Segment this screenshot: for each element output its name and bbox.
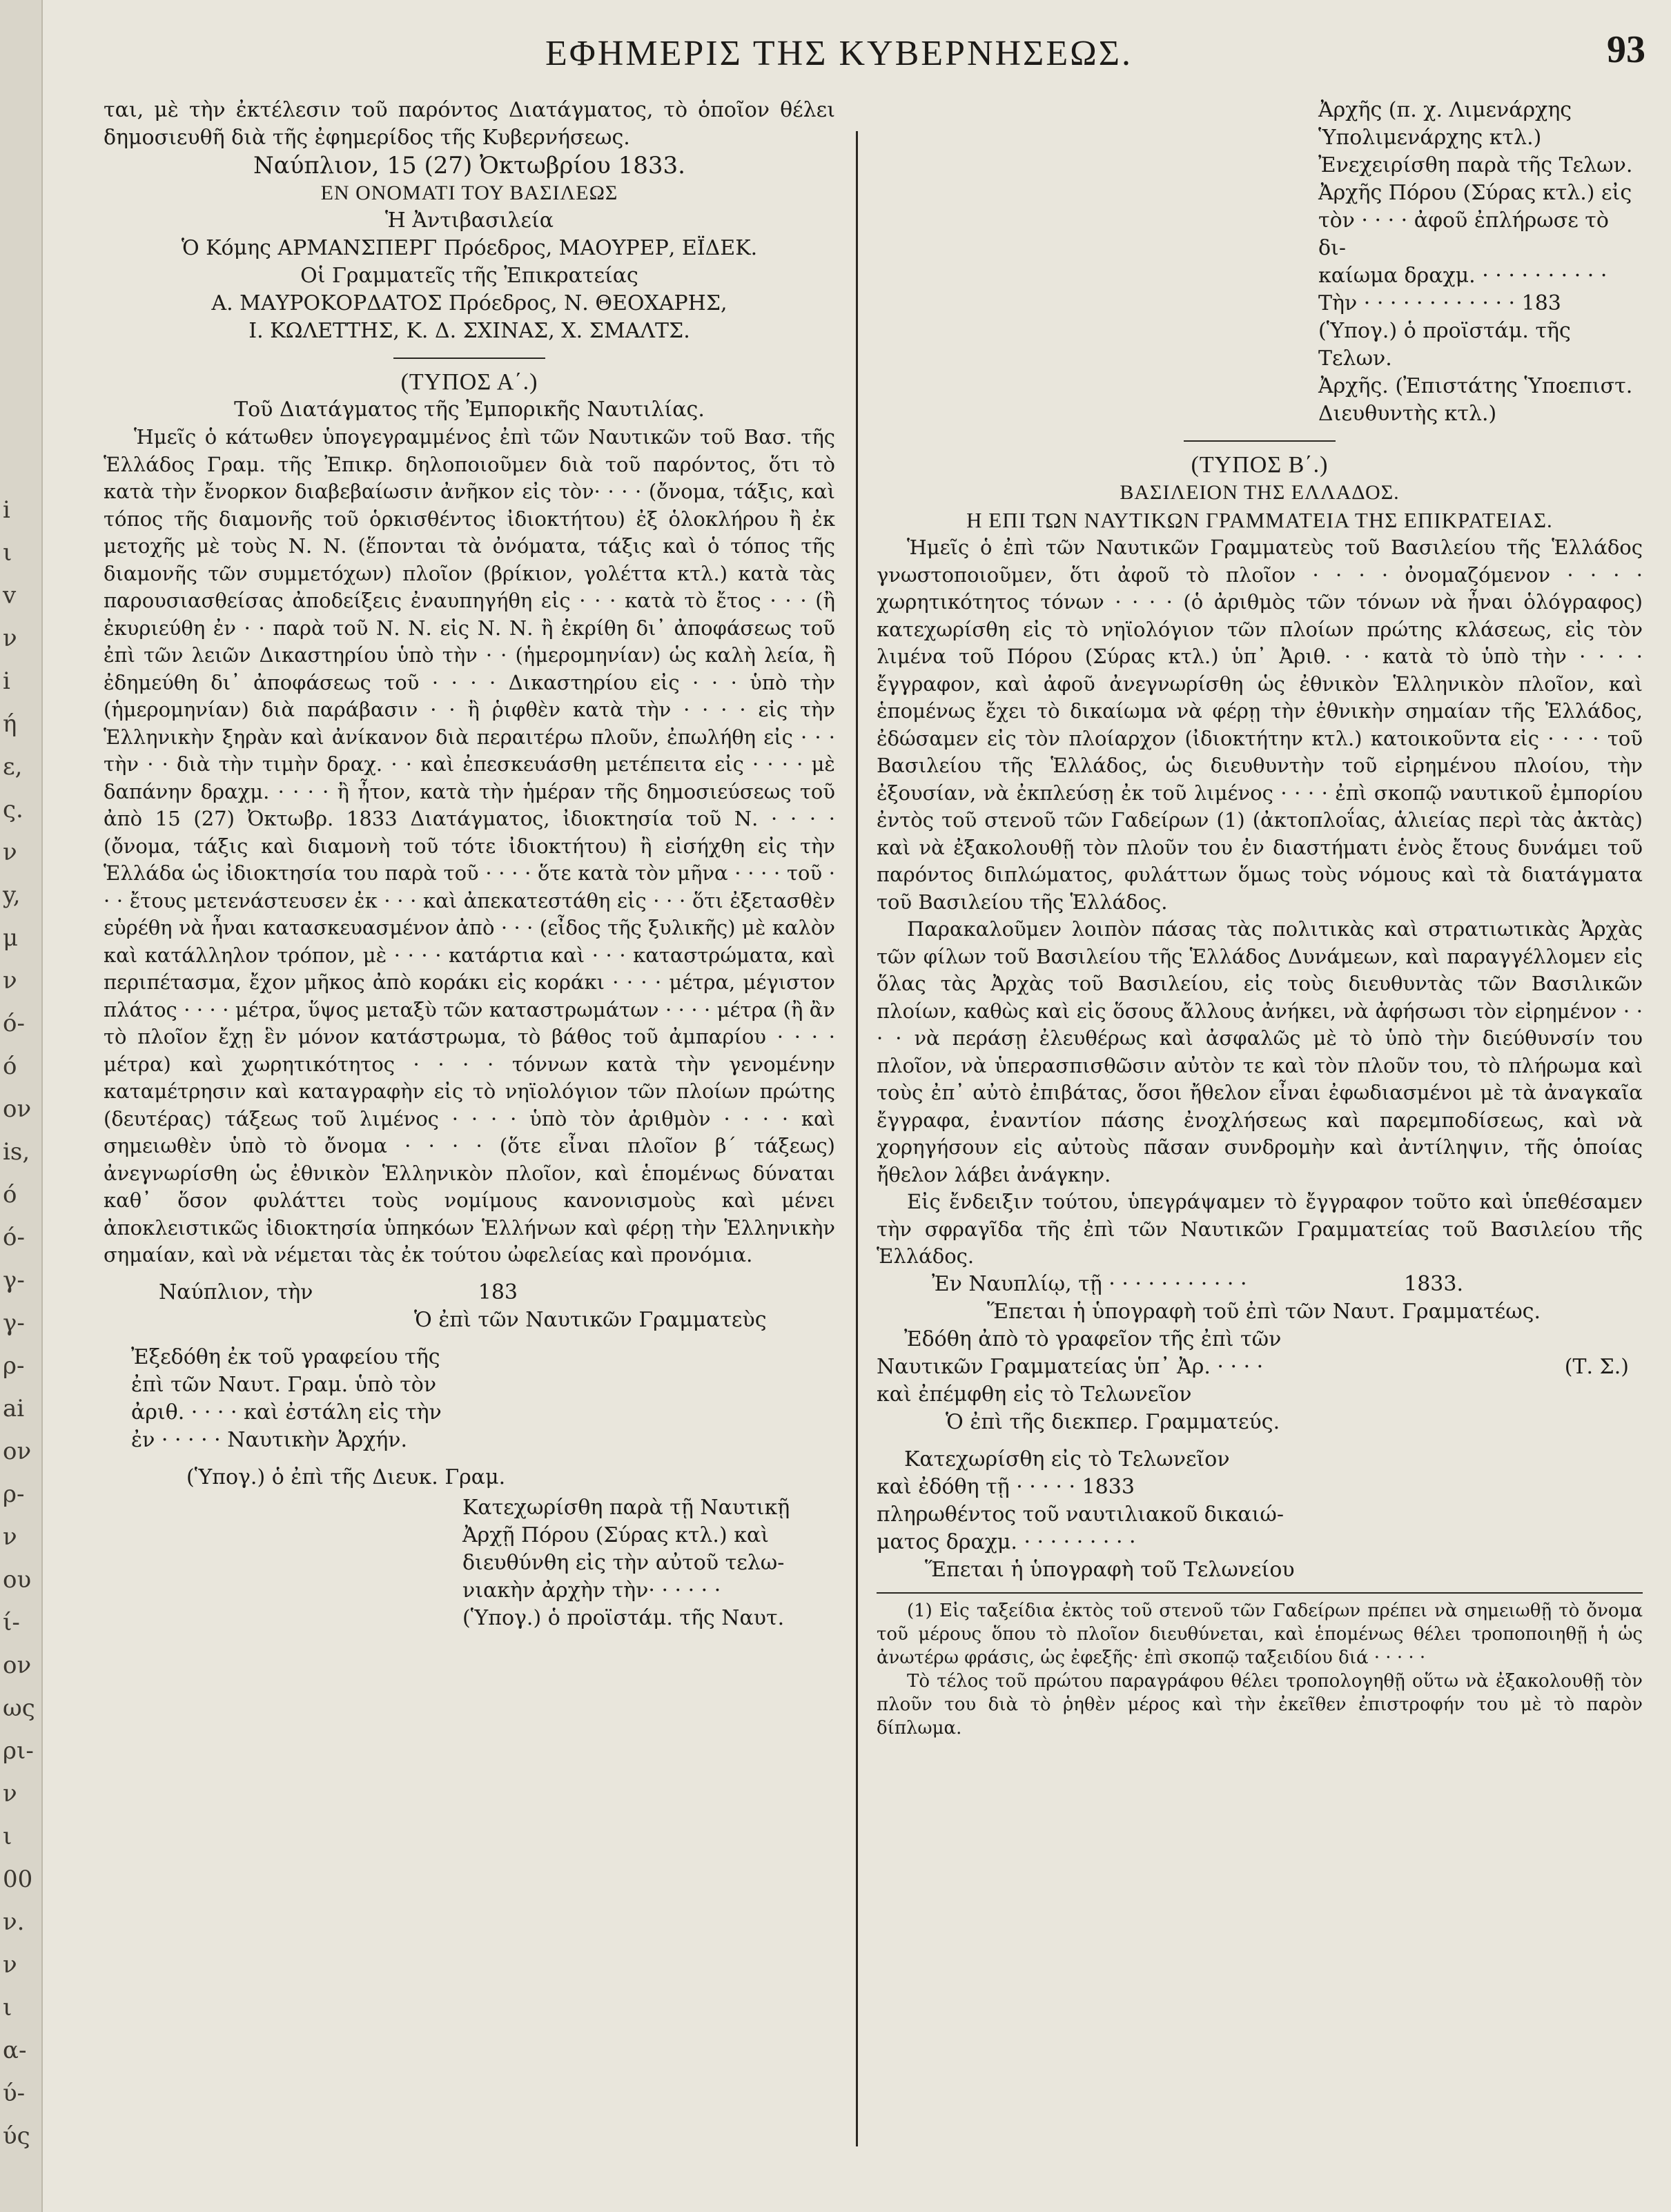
place-date: Ναύπλιον, 15 (27) Ὀκτωβρίου 1833.	[253, 152, 685, 179]
registration-line-2: Ἀρχῇ Πόρου (Σύρας κτλ.) καὶ	[462, 1523, 769, 1547]
issued-line-4: ἐν · · · · · Ναυτικὴν Ἀρχήν.	[131, 1427, 408, 1452]
edge-fragment: ρ-	[3, 1352, 25, 1380]
issued-line-3: καὶ ἐπέμφθη εἰς τὸ Τελωνεῖον	[877, 1382, 1192, 1407]
secretaries-title: Οἱ Γραμματεῖς τῆς Ἐπικρατείας	[300, 264, 638, 288]
newspaper-page	[104, 21, 1650, 2195]
type-b-paragraph-3: Εἰς ἔνδειξιν τούτου, ὑπεγράψαμεν τὸ ἔγγραφον τοῦτο καὶ ὑπεθέσαμεν τὴν σφραγῖδα τῆς ἐπὶ τῶν Ναυτικῶν Γραμματείας τοῦ Βασιλείου τῆς Ἑλλάδος.	[877, 1190, 1643, 1268]
edge-fragment: ε,	[3, 753, 23, 781]
edge-fragment: ι	[3, 1994, 12, 2022]
customs-line-5: Ἕπεται ἡ ὑπογραφὴ τοῦ Τελωνείου	[925, 1557, 1295, 1582]
issued-line-2: Ναυτικῶν Γραμματείας ὑπ᾽ Ἀρ. · · · ·	[877, 1354, 1264, 1379]
edge-fragment: ύ-	[3, 2079, 26, 2107]
edge-fragment: ι	[3, 1823, 12, 1850]
issued-line-3: ἀριθ. · · · · καὶ ἐστάλη εἰς τὴν	[131, 1400, 442, 1425]
section-divider	[393, 358, 545, 359]
edge-fragment: ς.	[3, 796, 23, 823]
director-title: Ὁ ἐπὶ τῆς διεκπερ. Γραμματεύς.	[946, 1409, 1280, 1434]
registration-line-3: διευθύνθη εἰς τὴν αὐτοῦ τελω-	[462, 1550, 785, 1575]
right-column	[877, 97, 1643, 1740]
continuation-line-3: Ἀρχῆς Πόρου (Σύρας κτλ.) εἰς	[1318, 181, 1632, 205]
registration-block	[462, 1494, 835, 1632]
continuation-line-8: Ἀρχῆς. (Ἐπιστάτης Ὑποεπιστ.	[1318, 374, 1633, 398]
customs-line-1: Κατεχωρίσθη εἰς τὸ Τελωνεῖον	[904, 1447, 1230, 1471]
page-number: 93	[1607, 28, 1645, 71]
footnote-2: Τὸ τέλος τοῦ πρώτου παραγράφου θέλει τροπολογηθῇ οὕτω νὰ ἐξακολουθῇ τὸν πλοῦν του διὰ τὸ ῥηθὲν μέρος καὶ τὴν ἐκεῖθεν ἐπιστροφήν του μὲ τὸ παρὸν δίπλωμα.	[877, 1670, 1643, 1739]
edge-fragment: ή	[3, 710, 17, 738]
customs-line-3: πληρωθέντος τοῦ ναυτιλιακοῦ δικαιώ-	[877, 1502, 1284, 1527]
edge-fragment: is,	[3, 1138, 30, 1166]
edge-fragment: i	[3, 667, 10, 695]
edge-fragment: ν	[3, 967, 17, 995]
edge-fragment: ν	[3, 625, 17, 652]
in-name-heading: ΕΝ ΟΝΟΜΑΤΙ ΤΟΥ ΒΑΣΙΛΕΩΣ	[320, 182, 618, 204]
date-row	[877, 1271, 1643, 1298]
type-b-paragraph-1: Ἡμεῖς ὁ ἐπὶ τῶν Ναυτικῶν Γραμματεὺς τοῦ Βασιλείου τῆς Ἑλλάδος γνωστοποιοῦμεν, ὅτι ἀφοῦ τὸ πλοῖον · · · · ὀνομαζόμενον · · · · χωρητικότητος τόνων · · · · (ὁ ἀριθμὸς τῶν τόνων νὰ ἦναι ὁλόγραφος) κατεχωρίσθη εἰς τὸ νηϊολόγιον τῶν πλοίων πρώτης κλάσεως, εἰς τὸν λιμένα τοῦ Πόρου (Σύρας κτλ.) ὑπ᾽ Ἀριθ. · · κατὰ τὸ ὑπὸ τὴν · · · · ἔγγραφον, καὶ ἀφοῦ ἀνεγνωρίσθη ὡς ἐθνικὸν Ἑλληνικὸν πλοῖον, καὶ ἑπομένως ἔχει τὸ δικαίωμα νὰ φέρῃ τὴν ἐθνικὴν σημαίαν τῆς Ἑλλάδος, ἐδώσαμεν εἰς τὸν πλοίαρχον (ἰδιοκτήτην κτλ.) κατοικοῦντα εἰς · · · · τοῦ Βασιλείου τῆς Ἑλλάδος, ὡς διευθυντὴν τοῦ εἰρημένου πλοίου, τὴν ἐξουσίαν, νὰ ἐκπλεύσῃ ἐκ τοῦ λιμένος · · · · ἐπὶ σκοπῷ ναυτικοῦ ἐμπορίου ἐντὸς τοῦ στενοῦ τῶν Γαδείρων (1) (ἀκτοπλοΐας, ἁλιείας περὶ τὰς ἀκτὰς) καὶ νὰ ἐξακολουθῇ τὸν πλοῦν του ἐν διαστήματι ἑνὸς ἔτους δυνάμει τοῦ παρόντος διπλώματος, φυλάττων ὅμως τοὺς νόμους καὶ τὰ διατάγματα τοῦ Βασιλείου τῆς Ἑλλάδος.	[877, 536, 1643, 914]
edge-fragment: ό	[3, 1053, 17, 1080]
running-head	[104, 28, 1650, 83]
continuation-line-1: Ἀρχῆς (π. χ. Λιμενάρχης Ὑπολιμενάρχης κτλ.)	[1318, 98, 1572, 150]
type-a-body: Ἡμεῖς ὁ κάτωθεν ὑπογεγραμμένος ἐπὶ τῶν Ναυτικῶν τοῦ Βασ. τῆς Ἑλλάδος Γραμ. τῆς Ἐπικρ. δηλοποιοῦμεν διὰ τοῦ παρόντος, ὅτι τὸ κατὰ τὴν ἔνορκον διαβεβαίωσιν ἀνῆκον εἰς τὸν· · · · (ὄνομα, τάξις, καὶ τόπος τῆς διαμονῆς τοῦ ὁρκισθέντος ἰδιοκτήτου) ἐξ ὁλοκλήρου ἢ ἐκ μετοχῆς μὲ τοὺς Ν. Ν. (ἕπονται τὰ ὀνόματα, τάξις καὶ ὁ τόπος τῆς διαμονῆς τῶν συμμετόχων) πλοῖον (βρίκιον, γολέττα κτλ.) κατὰ τὰς παρουσιασθείσας ἀποδείξεις ἐναυπηγήθη εἰς · · · κατὰ τὸ ἔτος · · · (ἢ ἐκυριεύθη ἐν · · παρὰ τοῦ Ν. Ν. εἰς Ν. Ν. ἢ ἐκρίθη δι᾽ ἀποφάσεως τοῦ ἐπὶ τῶν λειῶν Δικαστηρίου ὑπὸ τὴν · · (ἡμερομηνίαν) ὡς καλὴ λεία, ἢ ἐδημεύθη δι᾽ ἀποφάσεως τοῦ · · · · Δικαστηρίου εἰς · · · ὑπὸ τὴν (ἡμερομηνίαν) διὰ παράβασιν · · ἢ ῥιφθὲν κατὰ τὴν · · · · εἰς τὴν Ἑλληνικὴν ξηρὰν καὶ ἀνίκανον διὰ περαιτέρω πλοῦν, ἐπωλήθη εἰς · · · τὴν · · διὰ τὴν τιμὴν δραχ. · · καὶ ἐπεσκευάσθη μετέπειτα εἰς · · · · μὲ δαπάνην δραχμ. · · · · ἢ ἦτον, κατὰ τὴν ἡμέραν τῆς δημοσιεύσεως τοῦ ἀπὸ 15 (27) Ὀκτωβρ. 1833 Διατάγματος, ἰδιοκτησία τοῦ Ν. · · · · (ὄνομα, τάξις καὶ διαμονὴ τοῦ τότε ἰδιοκτήτου) ἢ εἰσήχθη εἰς τὴν Ἑλλάδα ὡς ἰδιοκτησία του παρὰ τοῦ · · · · ὅτε κατὰ τὸν μῆνα · · · · τοῦ · · · ἔτους μετενάστευσεν ἐκ · · · καὶ ἀπεκατεστάθη εἰς · · · ὅτι ἐξετασθὲν εὑρέθη νὰ ἦναι κατασκευασμένον ἀπὸ · · · (εἶδος τῆς ξυλικῆς) μὲ καλὸν καὶ κατάλληλον τρόπον, μὲ · · · · κατάρτια καὶ · · · καταστρώματα, καὶ περιπέτασμα, ἔχον μῆκος ἀπὸ κοράκι εἰς κοράκι · · · · μέτρα, μέγιστον πλάτος · · · · μέτρα, ὕψος μεταξὺ τῶν καταστρωμάτων · · · · μέτρα (ἢ ἂν τὸ πλοῖον ἔχῃ ἓν μόνον κατάστρωμα, τὸ βάθος τοῦ ἀμπαρίου · · · · μέτρα) καὶ χωρητικότητος · · · · τόννων κατὰ τὴν γενομένην καταμέτρησιν καὶ καταγραφὴν εἰς τὸ νηϊολόγιον τῶν πλοίων πρώτης (δευτέρας) τάξεως τοῦ λιμένος · · · · ὑπὸ τὸν ἀριθμὸν · · · · καὶ σημειωθὲν ὑπὸ τὸ ὄνομα · · · · (ὅτε εἶναι πλοῖον β΄ τάξεως) ἀνεγνωρίσθη ὡς ἐθνικὸν Ἑλληνικὸν πλοῖον, καὶ ἑπομένως δύναται καθ᾽ ὅσον φυλάττει τοὺς νομίμους κανονισμοὺς καὶ μένει ἀποκλειστικῶς ἰδιοκτησία ὑπηκόων Ἑλλήνων καὶ φέρῃ τὴν Ἑλληνικὴν σημαίαν, καὶ νὰ νέμεται τὰς ἐκ τούτου ὠφελείας καὶ προνόμια.	[104, 425, 835, 1266]
sign-place: Ναύπλιον, τὴν	[159, 1280, 313, 1304]
date-place: Ἐν Ναυπλίῳ, τῇ · · · · · · · · · · ·	[932, 1271, 1247, 1296]
registration-line-5: (Ὑπογ.) ὁ προϊστάμ. τῆς Ναυτ.	[462, 1605, 785, 1630]
registration-line-4: νιακὴν ἀρχὴν τὴν· · · · · ·	[462, 1578, 721, 1603]
edge-fragment: ί-	[3, 1609, 20, 1636]
edge-fragment: v	[3, 582, 17, 609]
edge-fragment: ό	[3, 1181, 17, 1208]
kingdom-heading: ΒΑΣΙΛΕΙΟΝ ΤΗΣ ΕΛΛΑΔΟΣ.	[1120, 481, 1400, 504]
edge-fragment: ν	[3, 839, 17, 866]
journal-title: ΕΦΗΜΕΡΙΣ ΤΗΣ ΚΥΒΕΡΝΗΣΕΩΣ.	[545, 34, 1133, 73]
director-sign: (Ὑπογ.) ὁ ἐπὶ τῆς Διευκ. Γραμ.	[186, 1465, 506, 1489]
issued-line-1: Ἐδόθη ἀπὸ τὸ γραφεῖον τῆς ἐπὶ τῶν	[904, 1327, 1282, 1351]
edge-fragment: ρι-	[3, 1737, 34, 1765]
ministry-heading: Η ΕΠΙ ΤΩΝ ΝΑΥΤΙΚΩΝ ΓΡΑΜΜΑΤΕΙΑ ΤΗΣ ΕΠΙΚΡΑΤΕΙΑΣ.	[966, 508, 1553, 532]
continuation-line-7: (Ὑπογ.) ὁ προϊστάμ. τῆς Τελων.	[1318, 319, 1571, 371]
edge-fragment: ν	[3, 1523, 17, 1551]
edge-fragment: γ-	[3, 1309, 25, 1337]
continuation-line-9: Διευθυντὴς κτλ.)	[1318, 402, 1497, 426]
issued-seal-row	[877, 1353, 1643, 1381]
issued-line-1: Ἐξεδόθη ἐκ τοῦ γραφείου τῆς	[131, 1344, 440, 1369]
edge-fragment: ον	[3, 1095, 32, 1123]
customs-continuation	[1318, 97, 1643, 428]
edge-fragment: α-	[3, 2037, 27, 2064]
edge-fragment: 00	[3, 1866, 33, 1893]
type-a-subtitle: Τοῦ Διατάγματος τῆς Ἐμπορικῆς Ναυτιλίας.	[234, 398, 705, 422]
sign-title: Ὁ ἐπὶ τῶν Ναυτικῶν Γραμματεὺς	[414, 1307, 767, 1332]
edge-fragment: i	[3, 496, 10, 524]
follows-signature: Ἕπεται ἡ ὑπογραφὴ τοῦ ἐπὶ τῶν Ναυτ. Γραμματέως.	[987, 1299, 1541, 1324]
regents-line: Ὁ Κόμης ΑΡΜΑΝΣΠΕΡΓ Πρόεδρος, ΜΑΟΥΡΕΡ, ΕΪΔΕΚ.	[181, 236, 758, 260]
edge-fragment: ό-	[3, 1010, 25, 1037]
adjacent-page-edge	[0, 0, 43, 2212]
edge-fragment: y,	[3, 881, 21, 909]
seal-mark: (Τ. Σ.)	[1564, 1354, 1629, 1379]
sign-row	[104, 1279, 835, 1306]
edge-fragment: μ	[3, 924, 19, 952]
edge-fragment: ον	[3, 1438, 32, 1465]
customs-line-2: καὶ ἐδόθη τῇ · · · · · 1833	[877, 1474, 1135, 1499]
type-a-heading: (ΤΥΠΟΣ Α΄.)	[400, 369, 538, 395]
edge-fragment: ai	[3, 1395, 25, 1422]
edge-fragment: ρ-	[3, 1480, 25, 1508]
column-rule	[856, 131, 858, 2146]
edge-fragment: γ-	[3, 1266, 25, 1294]
edge-fragment: ύς	[3, 2122, 30, 2150]
registration-line-1: Κατεχωρίσθη παρὰ τῇ Ναυτικῇ	[462, 1495, 790, 1520]
edge-fragment: ι	[3, 539, 12, 567]
continuation-line-2: Ἐνεχειρίσθη παρὰ τῆς Τελων.	[1318, 153, 1633, 177]
edge-fragment: ον	[3, 1652, 32, 1679]
edge-fragment: ως	[3, 1694, 35, 1722]
edge-fragment: ό-	[3, 1224, 25, 1251]
footnote-rule	[877, 1592, 1643, 1594]
type-b-paragraph-2: Παρακαλοῦμεν λοιπὸν πάσας τὰς πολιτικὰς καὶ στρατιωτικὰς Ἀρχὰς τῶν φίλων τοῦ Βασιλείου τῆς Ἑλλάδος Δυνάμεων, καὶ παραγγέλλομεν εἰς ὅλας τὰς Ἀρχὰς τοῦ Βασιλείου, εἰς τοὺς διευθυντὰς τῶν Βασιλικῶν πλοίων, καθὼς καὶ εἰς ὅσους ἄλλους ἀνήκει, νὰ ἀφήσωσι τὸν εἰρημένον · · · · νὰ περάσῃ ἐλευθέρως καὶ ἀσφαλῶς μὲ τὸ ὑπὸ τὴν διεύθυνσίν του πλοῖον, νὰ ὑπερασπισθῶσιν αὐτὸν τε καὶ τὸν πλοῦν του, τὸ πλήρωμα καὶ τοὺς ἐπ᾽ αὐτὸ ἐπιβάτας, ὅσοι ἤθελον εἶναι ἐφωδιασμένοι μὲ τὰ ἀναγκαῖα ἔγγραφα, ἐναντίον πάσης ἐνοχλήσεως καὶ παρεμποδίσεως, καὶ νὰ χορηγήσουν εἰς αὐτοὺς πᾶσαν συνδρομὴν καὶ ἀντίληψιν, τῆς ὁποίας ἤθελον λάβει ἀνάγκην.	[877, 917, 1643, 1186]
issued-line-2: ἐπὶ τῶν Ναυτ. Γραμ. ὑπὸ τὸν	[131, 1372, 437, 1397]
edge-fragment: ν	[3, 1780, 17, 1808]
edge-fragment: ου	[3, 1566, 32, 1594]
left-column	[104, 97, 835, 1632]
customs-line-4: ματος δραχμ. · · · · · · · · ·	[877, 1529, 1136, 1554]
continuation-line-6: Τὴν · · · · · · · · · · · · 183	[1318, 291, 1561, 315]
regency-label: Ἡ Ἀντιβασιλεία	[385, 208, 554, 233]
secretaries-line-1: Α. ΜΑΥΡΟΚΟΡΔΑΤΟΣ Πρόεδρος, Ν. ΘΕΟΧΑΡΗΣ,	[211, 291, 727, 315]
secretaries-line-2: Ι. ΚΩΛΕΤΤΗΣ, Κ. Δ. ΣΧΙΝΑΣ, Χ. ΣΜΑΛΤΣ.	[248, 319, 690, 343]
type-b-heading: (ΤΥΠΟΣ Β΄.)	[1191, 452, 1329, 478]
sign-year: 183	[478, 1280, 518, 1304]
section-divider	[1184, 440, 1336, 442]
continuation-line-4: τὸν · · · · ἀφοῦ ἐπλήρωσε τὸ δι-	[1318, 208, 1609, 260]
intro-text: ται, μὲ τὴν ἐκτέλεσιν τοῦ παρόντος Διατάγματος, τὸ ὁποῖον θέλει δημοσιευθῆ διὰ τῆς ἐφημερίδος τῆς Κυβερνήσεως.	[104, 98, 835, 150]
footnote-1: (1) Εἰς ταξείδια ἐκτὸς τοῦ στενοῦ τῶν Γαδείρων πρέπει νὰ σημειωθῇ τὸ ὄνομα τοῦ μέρους ὅπου τὸ πλοῖον διευθύνεται, καὶ ἑπομένως θέλει τροποποιηθῇ ἡ ὡς ἀνωτέρω φράσις, ὡς ἐφεξῆς· ἐπὶ σκοπῷ ταξειδίου διά · · · · ·	[877, 1600, 1643, 1668]
date-year: 1833.	[1404, 1271, 1463, 1296]
edge-fragment: ν.	[3, 1908, 25, 1936]
continuation-line-5: καίωμα δραχμ. · · · · · · · · · ·	[1318, 264, 1608, 288]
edge-fragment: ν	[3, 1951, 17, 1979]
